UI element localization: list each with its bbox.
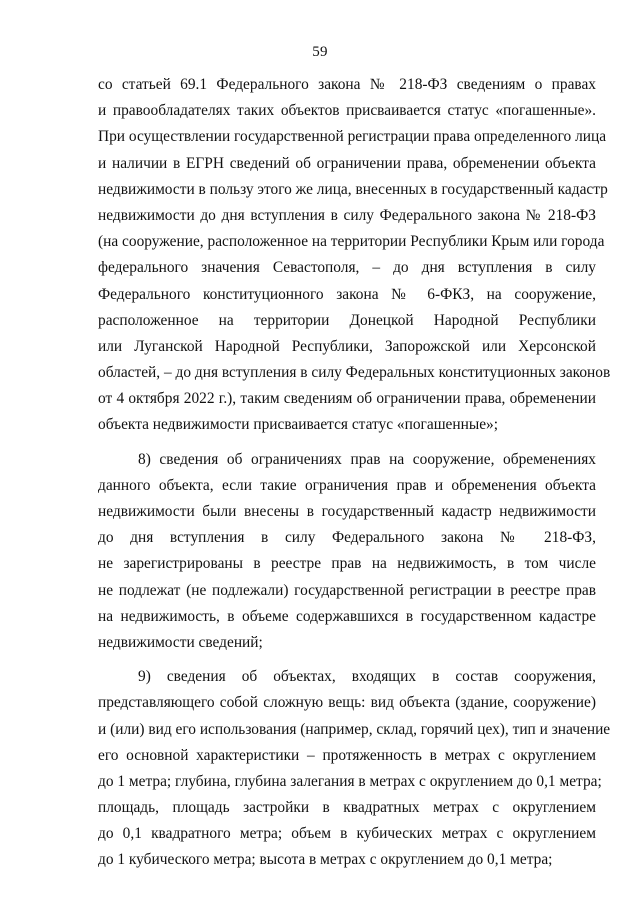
text-line: на недвижимость, в объеме содержавшихся в государственном кадастре [98, 607, 596, 625]
text-line: до 1 метра; глубина, глубина залегания в метрах с округлением до 0,1 метра; [98, 772, 602, 790]
text-line: недвижимости до дня вступления в силу Федерального закона № 218-ФЗ [98, 206, 596, 224]
text-line: федерального значения Севастополя, – до дня вступления в силу [98, 259, 596, 277]
text-line: от 4 октября 2022 г.), таким сведениям об ограничении права, обременении [98, 390, 596, 408]
text-line: площадь, площадь застройки в квадратных метрах с округлением [98, 799, 596, 817]
paragraph [98, 447, 596, 657]
text-line: 8) сведения об ограничениях прав на сооружение, обременениях [138, 450, 596, 468]
page-number: 59 [312, 44, 328, 60]
text-line: объекта недвижимости присваивается статус «погашенные»; [98, 416, 498, 434]
text-line: недвижимости в пользу этого же лица, внесенных в государственный кадастр [98, 180, 608, 198]
text-line: недвижимости были внесены в государственный кадастр недвижимости [98, 503, 596, 520]
paragraph-gap [98, 439, 596, 447]
text-line: до 0,1 квадратного метра; объем в кубических метрах с округлением [98, 825, 596, 843]
text-line: недвижимости сведений; [98, 633, 263, 651]
text-line: не подлежат (не подлежали) государственной регистрации в реестре прав [98, 581, 596, 599]
text-line: данного объекта, если такие ограничения прав и обременения объекта [98, 476, 596, 494]
text-line: Федерального конституционного закона № 6-ФКЗ, на сооружение, [98, 285, 596, 303]
text-line: областей, – до дня вступления в силу Федеральных конституционных законов [98, 364, 611, 382]
text-line: и наличии в ЕГРН сведений об ограничении права, обременении объекта [98, 154, 596, 172]
text-line: При осуществлении государственной регистрации права определенного лица [98, 128, 607, 146]
text-line: со статьей 69.1 Федерального закона № 218-ФЗ сведениям о правах [98, 76, 596, 93]
text-line: 9) сведения об объектах, входящих в состав сооружения, [138, 668, 596, 686]
text-line: не зарегистрированы в реестре прав на недвижимость, в том числе [98, 555, 596, 573]
text-line: представляющего собой сложную вещь: вид объекта (здание, сооружение) [98, 694, 596, 712]
paragraph-gap [98, 656, 596, 664]
text-line: его основной характеристики – протяженность в метрах с округлением [98, 746, 596, 764]
paragraph [98, 72, 611, 439]
text-line: или Луганской Народной Республики, Запорожской или Херсонской [98, 337, 596, 355]
text-line: до дня вступления в силу Федерального закона № 218-ФЗ, [98, 529, 596, 547]
text-line: до 1 кубического метра; высота в метрах с округлением до 0,1 метра; [98, 851, 553, 869]
document-body [98, 72, 611, 874]
text-line: и (или) вид его использования (например, склад, горячий цех), тип и значение [98, 720, 611, 738]
text-line: и правообладателях таких объектов присваивается статус «погашенные». [98, 102, 596, 120]
text-line: расположенное на территории Донецкой Народной Республики [98, 311, 596, 329]
text-line: (на сооружение, расположенное на территории Республики Крым или города [98, 233, 605, 251]
paragraph [98, 664, 611, 874]
